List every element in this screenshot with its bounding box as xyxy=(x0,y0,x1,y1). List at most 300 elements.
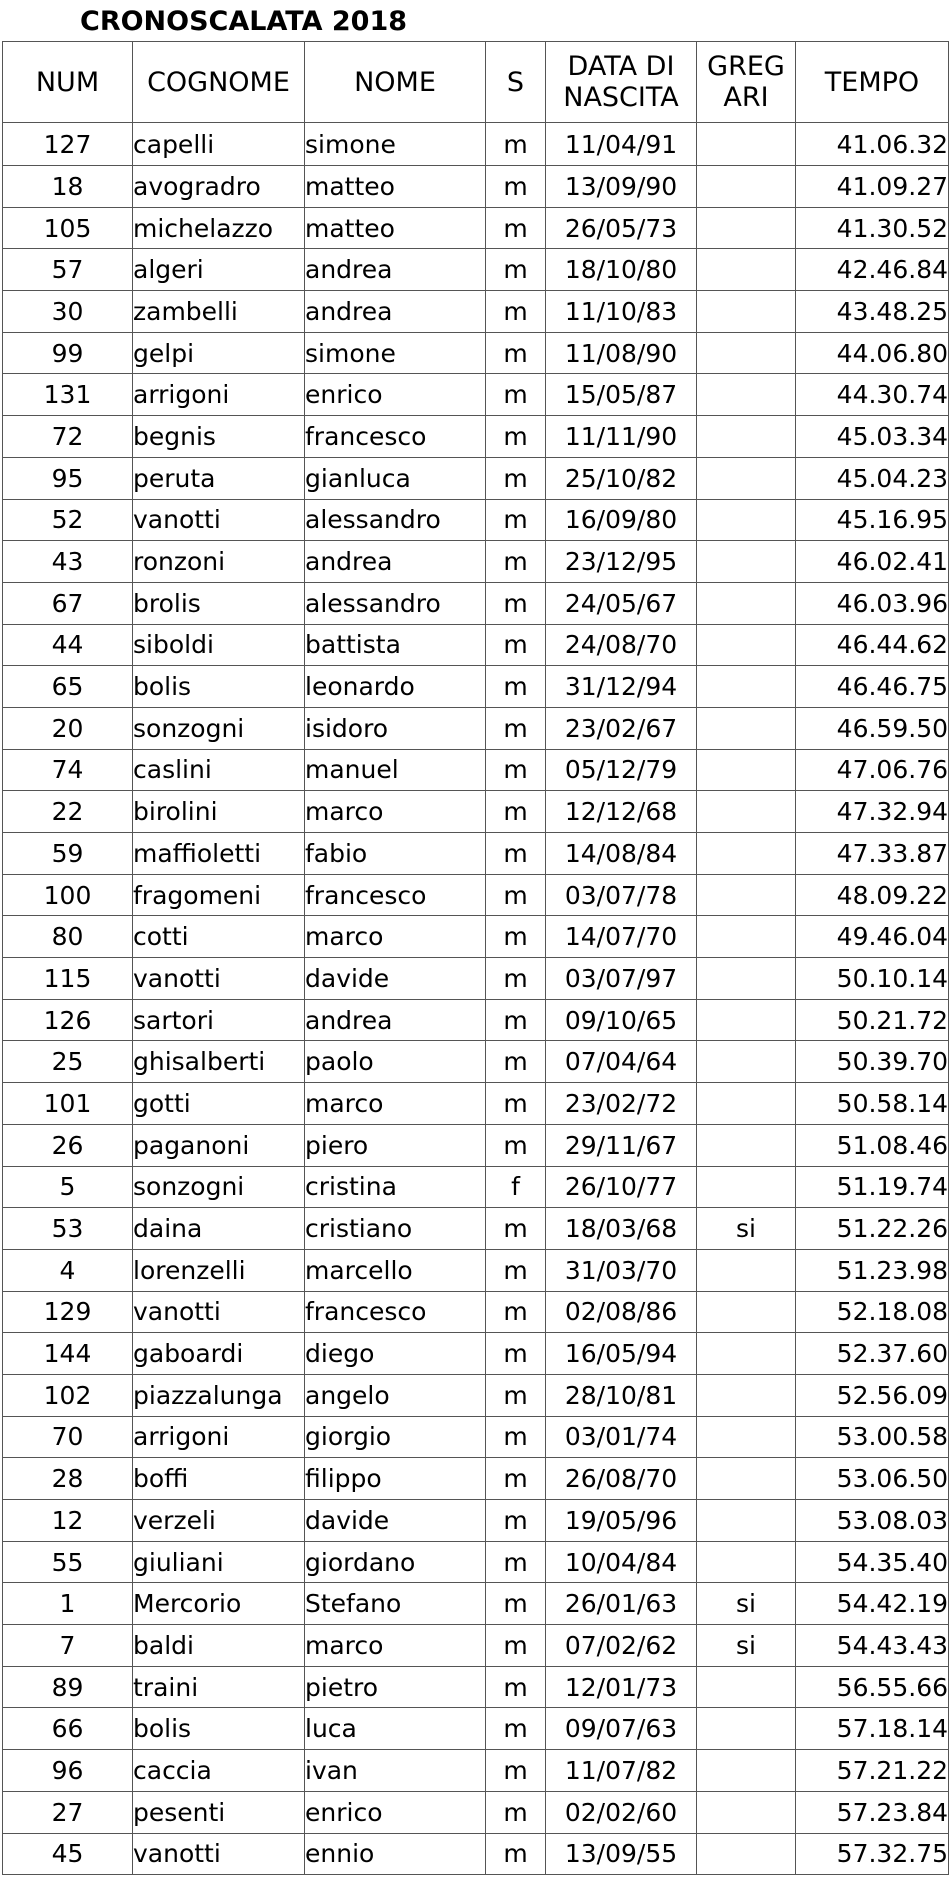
cell-surname: sonzogni xyxy=(133,1166,305,1208)
cell-name: ennio xyxy=(305,1833,486,1875)
cell-name: davide xyxy=(305,958,486,1000)
cell-sex: m xyxy=(486,1083,546,1125)
cell-time: 54.35.40 xyxy=(796,1541,949,1583)
cell-time: 47.32.94 xyxy=(796,791,949,833)
cell-time: 50.58.14 xyxy=(796,1083,949,1125)
cell-name: paolo xyxy=(305,1041,486,1083)
table-row xyxy=(3,166,949,208)
cell-surname: vanotti xyxy=(133,499,305,541)
cell-surname: daina xyxy=(133,1208,305,1250)
cell-time: 51.08.46 xyxy=(796,1124,949,1166)
cell-sex: m xyxy=(486,1333,546,1375)
cell-sex: m xyxy=(486,249,546,291)
cell-time: 41.30.52 xyxy=(796,207,949,249)
cell-birth-date: 23/02/72 xyxy=(546,1083,697,1125)
cell-sex: m xyxy=(486,749,546,791)
table-row xyxy=(3,1458,949,1500)
cell-birth-date: 12/12/68 xyxy=(546,791,697,833)
table-row xyxy=(3,1124,949,1166)
cell-name: matteo xyxy=(305,207,486,249)
table-row xyxy=(3,291,949,333)
cell-surname: gotti xyxy=(133,1083,305,1125)
cell-gregari xyxy=(697,958,796,1000)
cell-time: 45.04.23 xyxy=(796,457,949,499)
cell-name: luca xyxy=(305,1708,486,1750)
cell-birth-date: 07/04/64 xyxy=(546,1041,697,1083)
cell-name: ivan xyxy=(305,1750,486,1792)
cell-name: battista xyxy=(305,624,486,666)
cell-birth-date: 02/08/86 xyxy=(546,1291,697,1333)
cell-birth-date: 18/10/80 xyxy=(546,249,697,291)
cell-time: 56.55.66 xyxy=(796,1666,949,1708)
cell-surname: begnis xyxy=(133,416,305,458)
cell-time: 50.39.70 xyxy=(796,1041,949,1083)
cell-surname: cotti xyxy=(133,916,305,958)
cell-time: 50.10.14 xyxy=(796,958,949,1000)
cell-time: 46.44.62 xyxy=(796,624,949,666)
cell-time: 45.16.95 xyxy=(796,499,949,541)
cell-num: 30 xyxy=(3,291,133,333)
cell-name: manuel xyxy=(305,749,486,791)
cell-num: 102 xyxy=(3,1374,133,1416)
table-row xyxy=(3,207,949,249)
cell-sex: m xyxy=(486,999,546,1041)
cell-time: 52.37.60 xyxy=(796,1333,949,1375)
cell-birth-date: 26/01/63 xyxy=(546,1583,697,1625)
cell-birth-date: 14/07/70 xyxy=(546,916,697,958)
cell-name: marco xyxy=(305,791,486,833)
cell-gregari xyxy=(697,249,796,291)
table-row xyxy=(3,1083,949,1125)
cell-name: marcello xyxy=(305,1249,486,1291)
table-row xyxy=(3,1583,949,1625)
cell-num: 101 xyxy=(3,1083,133,1125)
cell-time: 49.46.04 xyxy=(796,916,949,958)
cell-sex: m xyxy=(486,1750,546,1792)
cell-surname: caslini xyxy=(133,749,305,791)
cell-gregari xyxy=(697,1833,796,1875)
cell-name: pietro xyxy=(305,1666,486,1708)
cell-gregari xyxy=(697,1791,796,1833)
table-row xyxy=(3,1416,949,1458)
table-row xyxy=(3,1541,949,1583)
cell-time: 54.43.43 xyxy=(796,1625,949,1667)
cell-name: marco xyxy=(305,1083,486,1125)
cell-sex: m xyxy=(486,666,546,708)
table-row xyxy=(3,1249,949,1291)
cell-gregari xyxy=(697,291,796,333)
cell-surname: zambelli xyxy=(133,291,305,333)
cell-gregari xyxy=(697,1541,796,1583)
cell-name: alessandro xyxy=(305,582,486,624)
table-row xyxy=(3,999,949,1041)
cell-time: 43.48.25 xyxy=(796,291,949,333)
table-row xyxy=(3,1208,949,1250)
cell-num: 1 xyxy=(3,1583,133,1625)
cell-birth-date: 23/02/67 xyxy=(546,707,697,749)
cell-num: 7 xyxy=(3,1625,133,1667)
table-row xyxy=(3,123,949,166)
cell-gregari: si xyxy=(697,1625,796,1667)
table-row xyxy=(3,958,949,1000)
cell-name: giorgio xyxy=(305,1416,486,1458)
cell-surname: capelli xyxy=(133,123,305,166)
cell-sex: m xyxy=(486,1291,546,1333)
table-row xyxy=(3,541,949,583)
cell-surname: giuliani xyxy=(133,1541,305,1583)
cell-name: simone xyxy=(305,332,486,374)
cell-num: 66 xyxy=(3,1708,133,1750)
cell-num: 44 xyxy=(3,624,133,666)
cell-birth-date: 13/09/90 xyxy=(546,166,697,208)
cell-name: francesco xyxy=(305,416,486,458)
cell-num: 25 xyxy=(3,1041,133,1083)
cell-birth-date: 03/01/74 xyxy=(546,1416,697,1458)
cell-gregari xyxy=(697,1666,796,1708)
table-row xyxy=(3,416,949,458)
cell-surname: peruta xyxy=(133,457,305,499)
table-row xyxy=(3,1625,949,1667)
cell-gregari xyxy=(697,457,796,499)
cell-name: enrico xyxy=(305,1791,486,1833)
cell-sex: m xyxy=(486,1041,546,1083)
cell-sex: m xyxy=(486,123,546,166)
table-row xyxy=(3,249,949,291)
cell-birth-date: 26/05/73 xyxy=(546,207,697,249)
cell-num: 129 xyxy=(3,1291,133,1333)
table-row xyxy=(3,374,949,416)
table-row xyxy=(3,582,949,624)
cell-num: 4 xyxy=(3,1249,133,1291)
cell-surname: boffi xyxy=(133,1458,305,1500)
cell-num: 57 xyxy=(3,249,133,291)
table-row xyxy=(3,1791,949,1833)
table-row xyxy=(3,1708,949,1750)
cell-birth-date: 12/01/73 xyxy=(546,1666,697,1708)
table-row xyxy=(3,1666,949,1708)
cell-time: 47.06.76 xyxy=(796,749,949,791)
cell-surname: bolis xyxy=(133,1708,305,1750)
cell-gregari xyxy=(697,166,796,208)
cell-birth-date: 24/08/70 xyxy=(546,624,697,666)
cell-name: isidoro xyxy=(305,707,486,749)
cell-birth-date: 11/10/83 xyxy=(546,291,697,333)
cell-num: 89 xyxy=(3,1666,133,1708)
cell-gregari xyxy=(697,1041,796,1083)
cell-sex: m xyxy=(486,833,546,875)
header-row xyxy=(3,42,949,123)
results-body xyxy=(3,123,949,1875)
cell-gregari xyxy=(697,416,796,458)
cell-sex: m xyxy=(486,541,546,583)
table-row xyxy=(3,1291,949,1333)
cell-time: 52.18.08 xyxy=(796,1291,949,1333)
table-row xyxy=(3,749,949,791)
cell-sex: m xyxy=(486,958,546,1000)
cell-num: 144 xyxy=(3,1333,133,1375)
table-row xyxy=(3,457,949,499)
table-row xyxy=(3,916,949,958)
cell-num: 74 xyxy=(3,749,133,791)
cell-gregari xyxy=(697,791,796,833)
cell-name: marco xyxy=(305,1625,486,1667)
cell-gregari xyxy=(697,541,796,583)
cell-name: gianluca xyxy=(305,457,486,499)
cell-num: 131 xyxy=(3,374,133,416)
cell-birth-date: 31/03/70 xyxy=(546,1249,697,1291)
cell-num: 105 xyxy=(3,207,133,249)
table-row xyxy=(3,499,949,541)
cell-birth-date: 24/05/67 xyxy=(546,582,697,624)
cell-gregari xyxy=(697,707,796,749)
cell-birth-date: 26/10/77 xyxy=(546,1166,697,1208)
cell-name: filippo xyxy=(305,1458,486,1500)
cell-birth-date: 09/10/65 xyxy=(546,999,697,1041)
cell-num: 59 xyxy=(3,833,133,875)
table-row xyxy=(3,1374,949,1416)
cell-gregari xyxy=(697,1291,796,1333)
cell-sex: m xyxy=(486,624,546,666)
cell-num: 20 xyxy=(3,707,133,749)
cell-surname: sartori xyxy=(133,999,305,1041)
cell-name: andrea xyxy=(305,999,486,1041)
cell-gregari xyxy=(697,666,796,708)
header-num: NUM xyxy=(3,42,133,123)
cell-sex: m xyxy=(486,416,546,458)
cell-gregari xyxy=(697,916,796,958)
cell-surname: piazzalunga xyxy=(133,1374,305,1416)
cell-gregari xyxy=(697,1333,796,1375)
cell-gregari xyxy=(697,999,796,1041)
cell-sex: m xyxy=(486,207,546,249)
table-row xyxy=(3,666,949,708)
cell-gregari xyxy=(697,1083,796,1125)
cell-birth-date: 07/02/62 xyxy=(546,1625,697,1667)
cell-time: 50.21.72 xyxy=(796,999,949,1041)
cell-surname: caccia xyxy=(133,1750,305,1792)
cell-surname: vanotti xyxy=(133,1291,305,1333)
cell-surname: baldi xyxy=(133,1625,305,1667)
cell-sex: m xyxy=(486,1124,546,1166)
cell-surname: gaboardi xyxy=(133,1333,305,1375)
cell-name: simone xyxy=(305,123,486,166)
cell-surname: bolis xyxy=(133,666,305,708)
cell-gregari xyxy=(697,1500,796,1542)
header-birth-date: DATA DI NASCITA xyxy=(546,42,697,123)
cell-surname: birolini xyxy=(133,791,305,833)
cell-birth-date: 14/08/84 xyxy=(546,833,697,875)
cell-sex: m xyxy=(486,1249,546,1291)
cell-gregari xyxy=(697,207,796,249)
cell-name: enrico xyxy=(305,374,486,416)
cell-gregari xyxy=(697,582,796,624)
cell-time: 46.03.96 xyxy=(796,582,949,624)
cell-surname: algeri xyxy=(133,249,305,291)
cell-birth-date: 16/05/94 xyxy=(546,1333,697,1375)
table-row xyxy=(3,1750,949,1792)
cell-name: piero xyxy=(305,1124,486,1166)
cell-gregari: si xyxy=(697,1208,796,1250)
cell-num: 28 xyxy=(3,1458,133,1500)
table-row xyxy=(3,1041,949,1083)
cell-time: 53.08.03 xyxy=(796,1500,949,1542)
cell-num: 26 xyxy=(3,1124,133,1166)
cell-time: 44.30.74 xyxy=(796,374,949,416)
cell-sex: m xyxy=(486,1791,546,1833)
cell-surname: verzeli xyxy=(133,1500,305,1542)
cell-num: 27 xyxy=(3,1791,133,1833)
cell-surname: ronzoni xyxy=(133,541,305,583)
cell-surname: vanotti xyxy=(133,958,305,1000)
table-row xyxy=(3,791,949,833)
table-row xyxy=(3,624,949,666)
cell-birth-date: 16/09/80 xyxy=(546,499,697,541)
cell-sex: m xyxy=(486,499,546,541)
cell-num: 5 xyxy=(3,1166,133,1208)
cell-name: davide xyxy=(305,1500,486,1542)
cell-gregari xyxy=(697,1416,796,1458)
cell-name: leonardo xyxy=(305,666,486,708)
cell-num: 80 xyxy=(3,916,133,958)
header-surname: COGNOME xyxy=(133,42,305,123)
cell-birth-date: 28/10/81 xyxy=(546,1374,697,1416)
cell-birth-date: 23/12/95 xyxy=(546,541,697,583)
cell-time: 53.00.58 xyxy=(796,1416,949,1458)
cell-sex: m xyxy=(486,916,546,958)
cell-gregari xyxy=(697,123,796,166)
cell-name: cristiano xyxy=(305,1208,486,1250)
cell-num: 67 xyxy=(3,582,133,624)
cell-num: 45 xyxy=(3,1833,133,1875)
cell-surname: lorenzelli xyxy=(133,1249,305,1291)
table-row xyxy=(3,332,949,374)
cell-num: 12 xyxy=(3,1500,133,1542)
cell-num: 100 xyxy=(3,874,133,916)
cell-sex: m xyxy=(486,874,546,916)
cell-num: 115 xyxy=(3,958,133,1000)
table-row xyxy=(3,1333,949,1375)
table-row xyxy=(3,707,949,749)
cell-sex: m xyxy=(486,582,546,624)
cell-surname: fragomeni xyxy=(133,874,305,916)
cell-num: 95 xyxy=(3,457,133,499)
cell-gregari xyxy=(697,624,796,666)
cell-birth-date: 18/03/68 xyxy=(546,1208,697,1250)
cell-time: 57.21.22 xyxy=(796,1750,949,1792)
cell-time: 52.56.09 xyxy=(796,1374,949,1416)
cell-birth-date: 03/07/78 xyxy=(546,874,697,916)
cell-num: 52 xyxy=(3,499,133,541)
cell-time: 41.09.27 xyxy=(796,166,949,208)
cell-gregari xyxy=(697,874,796,916)
cell-surname: sonzogni xyxy=(133,707,305,749)
cell-sex: m xyxy=(486,1833,546,1875)
cell-name: andrea xyxy=(305,249,486,291)
cell-surname: maffioletti xyxy=(133,833,305,875)
cell-time: 46.46.75 xyxy=(796,666,949,708)
results-table xyxy=(2,41,949,1875)
cell-birth-date: 10/04/84 xyxy=(546,1541,697,1583)
table-row xyxy=(3,874,949,916)
cell-name: francesco xyxy=(305,874,486,916)
cell-time: 57.23.84 xyxy=(796,1791,949,1833)
cell-time: 57.18.14 xyxy=(796,1708,949,1750)
cell-surname: traini xyxy=(133,1666,305,1708)
cell-time: 42.46.84 xyxy=(796,249,949,291)
cell-gregari xyxy=(697,374,796,416)
cell-surname: arrigoni xyxy=(133,1416,305,1458)
cell-time: 57.32.75 xyxy=(796,1833,949,1875)
table-row xyxy=(3,833,949,875)
cell-name: diego xyxy=(305,1333,486,1375)
cell-surname: Mercorio xyxy=(133,1583,305,1625)
cell-surname: michelazzo xyxy=(133,207,305,249)
cell-gregari xyxy=(697,1374,796,1416)
cell-name: andrea xyxy=(305,541,486,583)
cell-sex: f xyxy=(486,1166,546,1208)
cell-time: 53.06.50 xyxy=(796,1458,949,1500)
table-row xyxy=(3,1833,949,1875)
cell-birth-date: 11/11/90 xyxy=(546,416,697,458)
cell-name: fabio xyxy=(305,833,486,875)
cell-sex: m xyxy=(486,1541,546,1583)
cell-birth-date: 31/12/94 xyxy=(546,666,697,708)
cell-birth-date: 11/04/91 xyxy=(546,123,697,166)
cell-surname: siboldi xyxy=(133,624,305,666)
cell-sex: m xyxy=(486,1458,546,1500)
cell-name: alessandro xyxy=(305,499,486,541)
cell-num: 127 xyxy=(3,123,133,166)
cell-num: 72 xyxy=(3,416,133,458)
cell-name: cristina xyxy=(305,1166,486,1208)
cell-birth-date: 13/09/55 xyxy=(546,1833,697,1875)
cell-num: 99 xyxy=(3,332,133,374)
cell-num: 126 xyxy=(3,999,133,1041)
cell-name: Stefano xyxy=(305,1583,486,1625)
cell-surname: arrigoni xyxy=(133,374,305,416)
cell-num: 22 xyxy=(3,791,133,833)
cell-surname: brolis xyxy=(133,582,305,624)
cell-surname: ghisalberti xyxy=(133,1041,305,1083)
cell-name: marco xyxy=(305,916,486,958)
cell-sex: m xyxy=(486,1374,546,1416)
cell-time: 41.06.32 xyxy=(796,123,949,166)
cell-num: 55 xyxy=(3,1541,133,1583)
cell-birth-date: 19/05/96 xyxy=(546,1500,697,1542)
cell-birth-date: 11/07/82 xyxy=(546,1750,697,1792)
cell-num: 65 xyxy=(3,666,133,708)
cell-gregari xyxy=(697,332,796,374)
cell-birth-date: 05/12/79 xyxy=(546,749,697,791)
cell-time: 51.19.74 xyxy=(796,1166,949,1208)
cell-num: 53 xyxy=(3,1208,133,1250)
cell-gregari xyxy=(697,1458,796,1500)
cell-time: 51.22.26 xyxy=(796,1208,949,1250)
cell-birth-date: 03/07/97 xyxy=(546,958,697,1000)
cell-birth-date: 25/10/82 xyxy=(546,457,697,499)
header-sex: S xyxy=(486,42,546,123)
cell-time: 47.33.87 xyxy=(796,833,949,875)
cell-sex: m xyxy=(486,707,546,749)
cell-sex: m xyxy=(486,374,546,416)
cell-num: 96 xyxy=(3,1750,133,1792)
cell-birth-date: 11/08/90 xyxy=(546,332,697,374)
cell-birth-date: 09/07/63 xyxy=(546,1708,697,1750)
table-row xyxy=(3,1500,949,1542)
cell-birth-date: 29/11/67 xyxy=(546,1124,697,1166)
cell-sex: m xyxy=(486,1625,546,1667)
header-name: NOME xyxy=(305,42,486,123)
